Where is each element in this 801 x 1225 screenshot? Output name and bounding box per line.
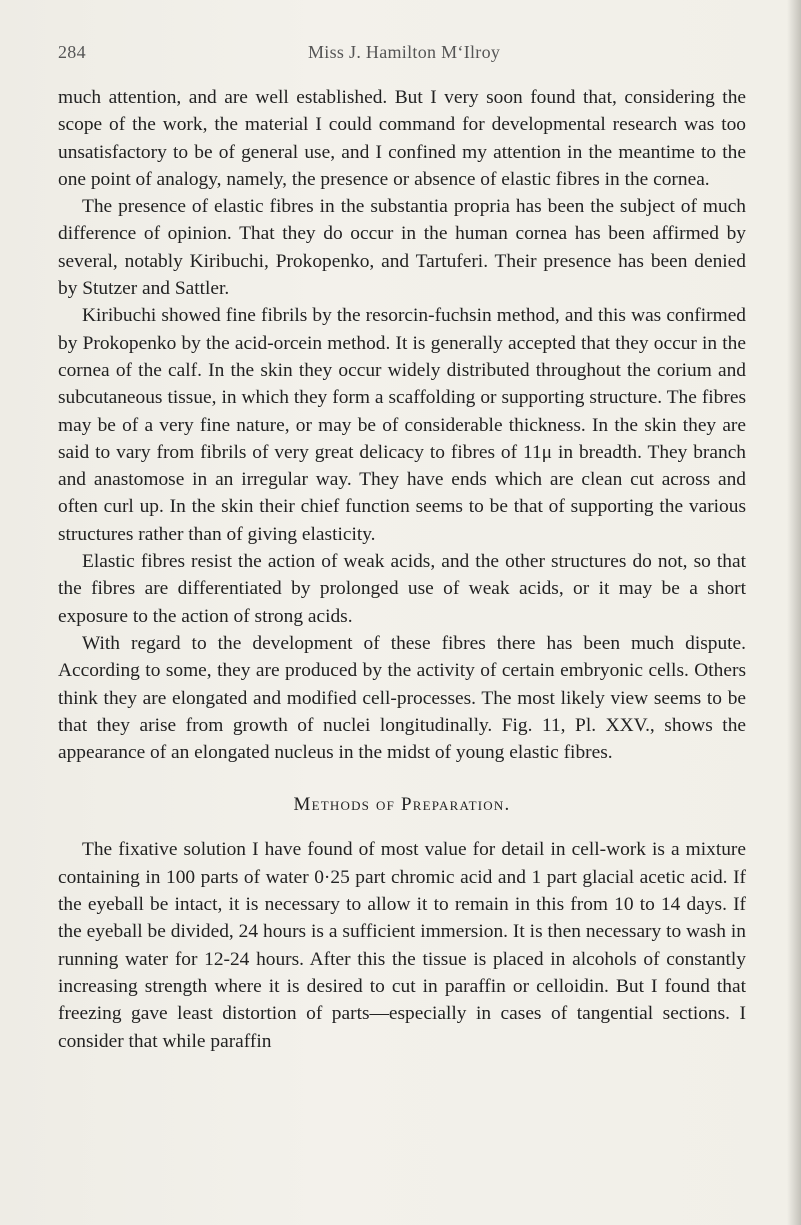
paragraph: With regard to the development of these fibres there has been much dispute. According to some, they are produced by the activity of certain embryonic cells. Others think they are elongated and modified cell-processes. The most likely view seems to be that they arise from growth of nuclei longitudinally. Fig. 11, Pl. XXV., shows the appearance of an elongated nucleus in the midst of young elastic fibres. [58,632,746,764]
paragraph: much attention, and are well established. But I very soon found that, considering the scope of the work, the material I could command for developmental research was too unsatisfactory to be of general use, and I confined my attention in the meantime to the one point of analogy, namely, the presence or absence of elastic fibres in the cornea. [58,87,746,190]
page-number: 284 [58,42,86,62]
section-heading: Methods of Preparation. [293,794,511,816]
page-edge-shadow [787,0,801,1225]
paragraph: The fixative solution I have found of most value for detail in cell-work is a mixture containing in 100 parts of water 0·25 part chromic acid and 1 part glacial acetic acid. If the eyeball be intact, it is necessary to allow it to remain in this from 10 to 14 days. If the eyeball be divided, 24 hours is a sufficient immersion. It is then necessary to wash in running water for 12-24 hours. After this the tissue is placed in alcohols of constantly increasing strength where it is desired to cut in paraffin or celloidin. But I found that freezing gave least distortion of parts—especially in cases of tangential sections. I consider that while paraffin [58,839,746,1052]
body-text [58,84,746,1055]
paragraph: Elastic fibres resist the action of weak acids, and the other structures do not, so that the fibres are differentiated by prolonged use of weak acids, or it may be a short exposure to the action of strong acids. [58,551,746,627]
running-title: Miss J. Hamilton M‘Ilroy [308,42,501,62]
paragraph: The presence of elastic fibres in the substantia propria has been the subject of much difference of opinion. That they do occur in the human cornea has been affirmed by several, notably Kiribuchi, Prokopenko, and Tartuferi. Their presence has been denied by Stutzer and Sattler. [58,196,746,300]
paragraph: Kiribuchi showed fine fibrils by the resorcin-fuchsin method, and this was confirmed by Prokopenko by the acid-orcein method. It is generally accepted that they occur in the cornea of the calf. In the skin they occur widely distributed throughout the corium and subcutaneous tissue, in which they form a scaffolding or supporting structure. The fibres may be of a very fine nature, or may be of considerable thickness. In the skin they are said to vary from fibrils of very great delicacy to fibres of 11μ in breadth. They branch and anastomose in an irregular way. They have ends which are clean cut across and often curl up. In the skin their chief function seems to be that of supporting the various structures rather than of giving elasticity. [58,305,746,545]
running-head [58,42,748,64]
